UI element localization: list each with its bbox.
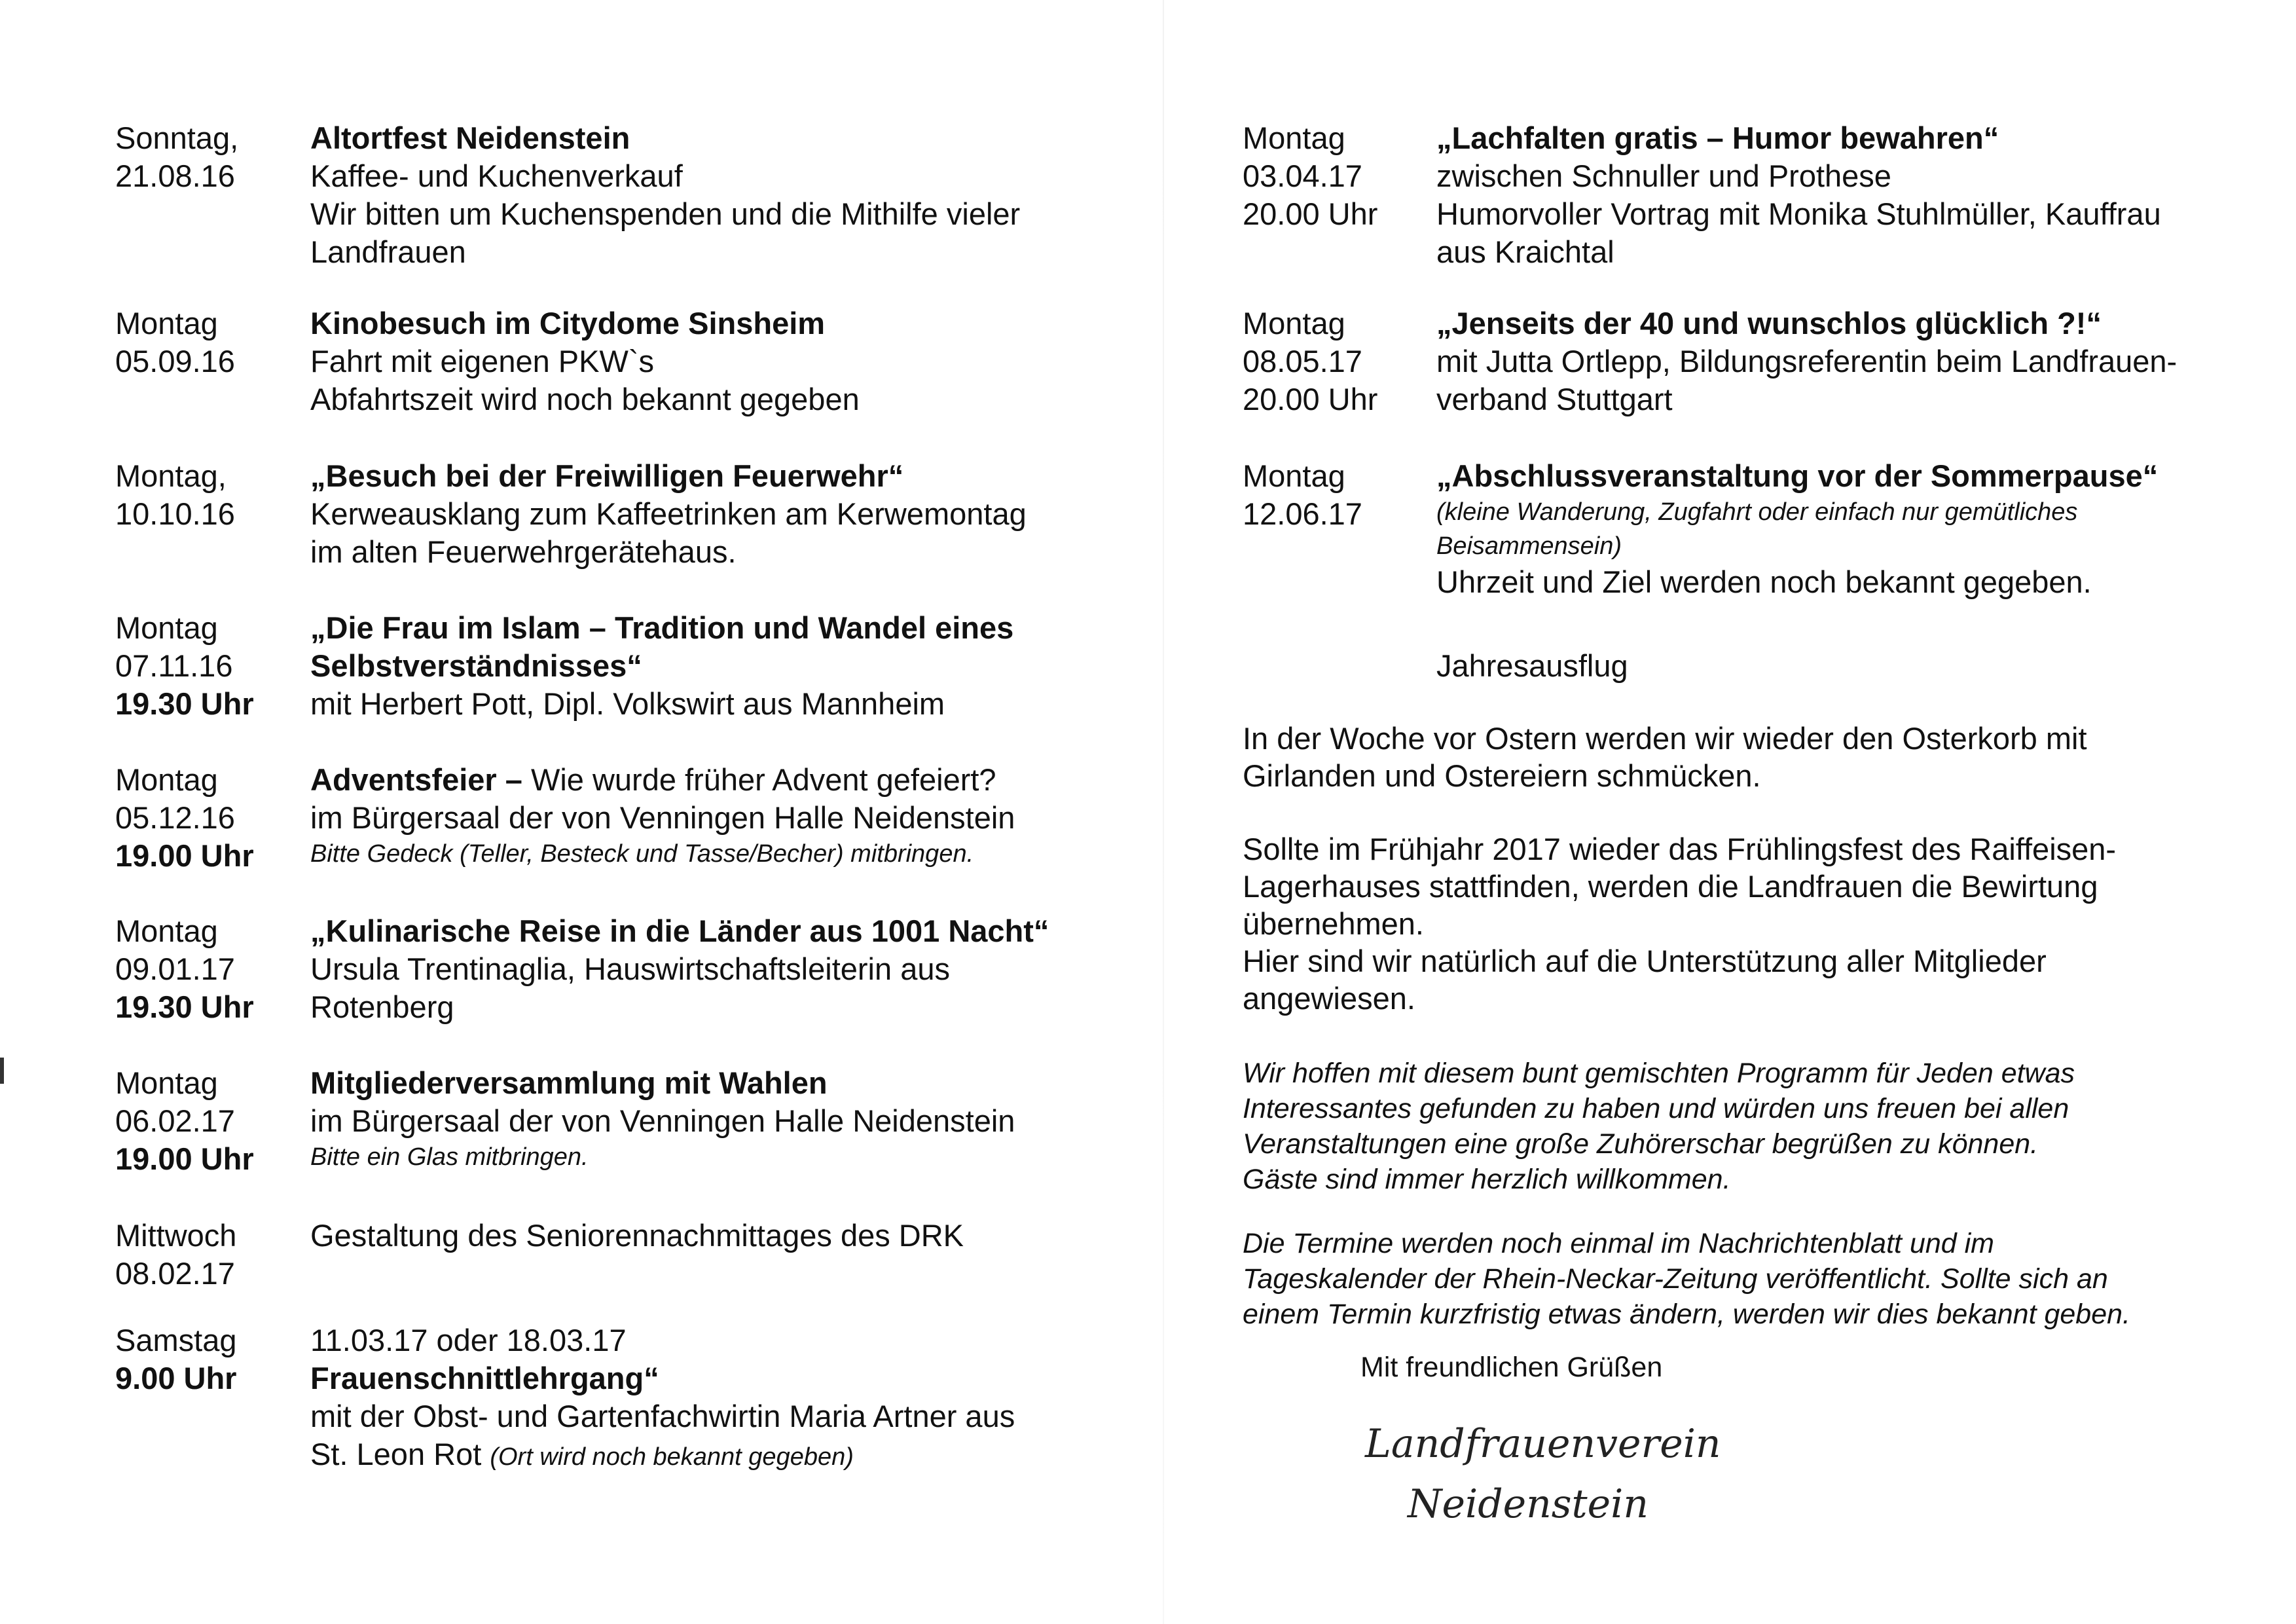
entry-date: [115, 912, 305, 1026]
entry-content: [310, 1064, 1161, 1174]
entry-time: 19.30 Uhr: [115, 989, 254, 1024]
entry-date: [115, 609, 305, 723]
entry-detail: [310, 1435, 1161, 1476]
paragraph-line: Lagerhauses stattfinden, werden die Landfrauen die Bewirtung: [1243, 869, 2098, 904]
italic-line: Tageskalender der Rhein-Neckar-Zeitung veröffentlicht. Sollte sich an: [1243, 1263, 2108, 1295]
entry-content: [310, 912, 1161, 1026]
italic-line: Wir hoffen mit diesem bunt gemischten Programm für Jeden etwas: [1243, 1058, 2075, 1089]
entry-date-value: 07.11.16: [115, 648, 233, 683]
paragraph-line: Hier sind wir natürlich auf die Unterstützung aller Mitglieder: [1243, 944, 2047, 978]
entry-content: [310, 1217, 1161, 1255]
jahresausflug-text: Jahresausflug: [1436, 648, 1628, 683]
entry-detail: Ursula Trentinaglia, Hauswirtschaftsleiterin aus: [310, 951, 950, 986]
entry-note: Bitte Gedeck (Teller, Besteck und Tasse/Becher) mitbringen.: [310, 840, 974, 868]
entry-detail: aus Kraichtal: [1436, 234, 1614, 269]
paragraph-line: angewiesen.: [1243, 981, 1415, 1016]
entry-detail: zwischen Schnuller und Prothese: [1436, 158, 1891, 193]
entry-date: [115, 119, 305, 195]
entry-time: 19.00 Uhr: [115, 838, 254, 873]
page-fold: [1163, 0, 1164, 1624]
entry-detail: Landfrauen: [310, 234, 466, 269]
paragraph-line: Sollte im Frühjahr 2017 wieder das Frühlingsfest des Raiffeisen-: [1243, 832, 2117, 866]
entry-detail: im Bürgersaal der von Venningen Halle Neidenstein: [310, 1103, 1015, 1138]
paragraph-line: In der Woche vor Ostern werden wir wieder den Osterkorb mit: [1243, 721, 2087, 756]
entry-detail: Uhrzeit und Ziel werden noch bekannt gegeben.: [1436, 564, 2092, 599]
entry-weekday: Montag: [1243, 120, 1345, 155]
entry-title: [310, 761, 1161, 799]
entry-date-value: 09.01.17: [115, 951, 235, 986]
entry-detail: mit Herbert Pott, Dipl. Volkswirt aus Mannheim: [310, 686, 945, 721]
paragraph-ostern: [1243, 720, 2290, 794]
entry-date-value: 10.10.16: [115, 496, 235, 531]
entry-detail: im alten Feuerwehrgerätehaus.: [310, 534, 737, 569]
entry-detail: Gestaltung des Seniorennachmittages des DRK: [310, 1218, 964, 1253]
entry-date-value: 21.08.16: [115, 158, 235, 193]
entry-content: [310, 1321, 1161, 1476]
entry-title: „Lachfalten gratis – Humor bewahren“: [1436, 120, 1999, 155]
entry-title-rest: Wie wurde früher Advent gefeiert?: [522, 762, 996, 797]
entry-time: 9.00 Uhr: [115, 1361, 237, 1395]
entry-weekday: Samstag: [115, 1323, 237, 1357]
entry-detail: im Bürgersaal der von Venningen Halle Neidenstein: [310, 800, 1015, 835]
entry-title: Frauenschnittlehrgang“: [310, 1361, 659, 1395]
entry-date: [1243, 304, 1432, 418]
entry-time: 20.00 Uhr: [1243, 382, 1378, 416]
entry-weekday: Montag,: [115, 458, 227, 493]
entry-detail: Humorvoller Vortrag mit Monika Stuhlmüller, Kauffrau: [1436, 196, 2161, 231]
italic-paragraph-program: [1243, 1056, 2290, 1197]
entry-weekday: Montag: [115, 762, 218, 797]
italic-line: Gäste sind immer herzlich willkommen.: [1243, 1164, 1731, 1195]
entry-detail: mit der Obst- und Gartenfachwirtin Maria Artner aus: [310, 1399, 1015, 1433]
entry-title: Selbstverständnisses“: [310, 648, 642, 683]
closing-text: Mit freundlichen Grüßen: [1360, 1352, 1663, 1383]
italic-line: Veranstaltungen eine große Zuhörerschar begrüßen zu können.: [1243, 1128, 2039, 1160]
entry-date-value: 08.05.17: [1243, 344, 1362, 378]
entry-title: „Abschlussveranstaltung vor der Sommerpause“: [1436, 458, 2159, 493]
entry-time: 20.00 Uhr: [1243, 196, 1378, 231]
entry-content: [1436, 304, 2281, 418]
entry-content: [310, 304, 1161, 418]
entry-title: „Jenseits der 40 und wunschlos glücklich ?!“: [1436, 306, 2102, 341]
entry-weekday: Montag: [115, 913, 218, 948]
paragraph-line: Girlanden und Ostereiern schmücken.: [1243, 758, 1761, 793]
entry-date-value: 05.12.16: [115, 800, 235, 835]
entry-detail: Kaffee- und Kuchenverkauf: [310, 158, 683, 193]
signature-line-1: Landfrauenverein: [1365, 1421, 1721, 1467]
entry-date-value: 05.09.16: [115, 344, 235, 378]
entry-date-value: 06.02.17: [115, 1103, 235, 1138]
entry-time: 19.30 Uhr: [115, 686, 254, 721]
entry-detail: mit Jutta Ortlepp, Bildungsreferentin beim Landfrauen-: [1436, 344, 2178, 378]
entry-content: [1436, 119, 2281, 271]
edge-mark: [0, 1058, 4, 1084]
entry-content: [310, 761, 1161, 871]
entry-title: Altortfest Neidenstein: [310, 120, 630, 155]
entry-time: 19.00 Uhr: [115, 1141, 254, 1176]
entry-date-value: 08.02.17: [115, 1256, 235, 1291]
entry-detail: Abfahrtszeit wird noch bekannt gegeben: [310, 382, 860, 416]
entry-weekday: Mittwoch: [115, 1218, 237, 1253]
entry-detail: Wir bitten um Kuchenspenden und die Mithilfe vieler: [310, 196, 1021, 231]
entry-detail: Rotenberg: [310, 989, 454, 1024]
entry-content: [1436, 457, 2281, 601]
jahresausflug-label: [1243, 647, 2290, 684]
entry-title: Mitgliederversammlung mit Wahlen: [310, 1065, 828, 1100]
entry-weekday: Sonntag,: [115, 120, 239, 155]
entry-note: (Ort wird noch bekannt gegeben): [490, 1443, 854, 1471]
entry-date: [115, 457, 305, 533]
italic-line: Interessantes gefunden zu haben und würden uns freuen bei allen: [1243, 1093, 2069, 1124]
entry-content: [310, 609, 1161, 723]
entry-title: „Besuch bei der Freiwilligen Feuerwehr“: [310, 458, 904, 493]
entry-date: [115, 1217, 305, 1293]
entry-title: „Die Frau im Islam – Tradition und Wandel eines: [310, 610, 1014, 645]
entry-detail: verband Stuttgart: [1436, 382, 1673, 416]
italic-paragraph-termine: [1243, 1226, 2290, 1332]
entry-detail-text: St. Leon Rot: [310, 1437, 482, 1471]
entry-date: [1243, 119, 1432, 233]
signature-line-2: Neidenstein: [1408, 1481, 1649, 1527]
entry-note: (kleine Wanderung, Zugfahrt oder einfach nur gemütliches: [1436, 498, 2078, 526]
entry-date-value: 03.04.17: [1243, 158, 1362, 193]
entry-date: [115, 1064, 305, 1178]
italic-line: Die Termine werden noch einmal im Nachrichtenblatt und im: [1243, 1228, 1995, 1259]
entry-date-value: 12.06.17: [1243, 496, 1362, 531]
entry-content: [310, 457, 1161, 571]
entry-weekday: Montag: [115, 306, 218, 341]
entry-title: „Kulinarische Reise in die Länder aus 1001 Nacht“: [310, 913, 1049, 948]
entry-detail: Kerweausklang zum Kaffeetrinken am Kerwemontag: [310, 496, 1027, 531]
italic-line: einem Termin kurzfristig etwas ändern, werden wir dies bekannt geben.: [1243, 1299, 2130, 1330]
entry-weekday: Montag: [1243, 306, 1345, 341]
paragraph-fruehlingsfest: [1243, 830, 2290, 1017]
paragraph-line: übernehmen.: [1243, 906, 1424, 941]
entry-content: [310, 119, 1161, 271]
entry-title-bold: Adventsfeier –: [310, 762, 522, 797]
entry-date: [115, 1321, 305, 1397]
entry-detail: 11.03.17 oder 18.03.17: [310, 1323, 627, 1357]
entry-weekday: Montag: [115, 1065, 218, 1100]
entry-detail: Fahrt mit eigenen PKW`s: [310, 344, 655, 378]
entry-title: Kinobesuch im Citydome Sinsheim: [310, 306, 826, 341]
entry-weekday: Montag: [1243, 458, 1345, 493]
entry-date: [115, 761, 305, 875]
entry-note: Beisammensein): [1436, 532, 1622, 560]
entry-date: [115, 304, 305, 380]
entry-note: Bitte ein Glas mitbringen.: [310, 1143, 589, 1171]
entry-weekday: Montag: [115, 610, 218, 645]
closing: [1360, 1349, 2296, 1386]
entry-date: [1243, 457, 1432, 533]
